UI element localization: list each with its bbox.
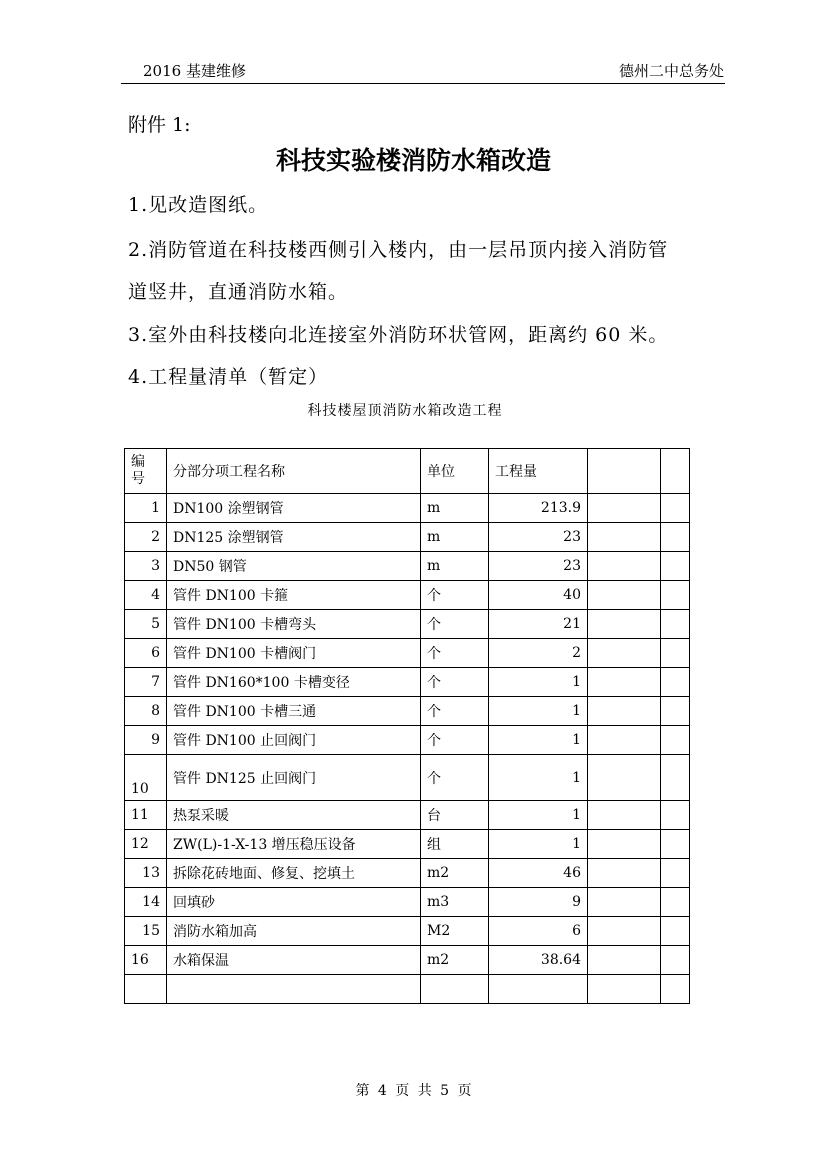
row-extra-1 xyxy=(588,755,661,801)
row-name: 管件 DN100 止回阀门 xyxy=(167,726,421,755)
row-name: ZW(L)-1-X-13 增压稳压设备 xyxy=(167,830,421,859)
table-row xyxy=(125,859,690,888)
table-row xyxy=(125,946,690,975)
row-qty: 1 xyxy=(489,668,588,697)
paragraph-2-line-1: 2.消防管道在科技楼西侧引入楼内，由一层吊顶内接入消防管 xyxy=(128,239,669,261)
row-extra-2 xyxy=(661,610,690,639)
header-rule xyxy=(121,83,725,84)
header-left: 2016 基建维修 xyxy=(143,62,246,80)
row-extra-1 xyxy=(588,494,661,523)
table-row-empty xyxy=(125,975,690,1004)
row-name: DN100 涂塑钢管 xyxy=(167,494,421,523)
row-name: 热泵采暖 xyxy=(167,801,421,830)
row-qty xyxy=(489,975,588,1004)
row-extra-2 xyxy=(661,975,690,1004)
row-name: 回填砂 xyxy=(167,888,421,917)
table-row xyxy=(125,917,690,946)
row-no: 14 xyxy=(125,888,167,917)
row-qty: 23 xyxy=(489,523,588,552)
row-no xyxy=(125,975,167,1004)
row-name: 拆除花砖地面、修复、挖填土 xyxy=(167,859,421,888)
row-no: 6 xyxy=(125,639,167,668)
row-qty: 1 xyxy=(489,755,588,801)
table-row xyxy=(125,697,690,726)
row-extra-1 xyxy=(588,859,661,888)
row-extra-2 xyxy=(661,946,690,975)
row-no: 1 xyxy=(125,494,167,523)
row-qty: 9 xyxy=(489,888,588,917)
row-extra-1 xyxy=(588,639,661,668)
row-qty: 38.64 xyxy=(489,946,588,975)
row-extra-2 xyxy=(661,494,690,523)
row-no: 5 xyxy=(125,610,167,639)
row-extra-1 xyxy=(588,523,661,552)
table-row xyxy=(125,639,690,668)
attachment-label: 附件 1: xyxy=(128,114,191,136)
row-extra-1 xyxy=(588,946,661,975)
row-name: 管件 DN100 卡槽阀门 xyxy=(167,639,421,668)
row-name: 水箱保温 xyxy=(167,946,421,975)
row-extra-2 xyxy=(661,697,690,726)
row-no: 11 xyxy=(125,801,167,830)
row-no: 8 xyxy=(125,697,167,726)
row-name: 管件 DN100 卡槽弯头 xyxy=(167,610,421,639)
row-name: 管件 DN160*100 卡槽变径 xyxy=(167,668,421,697)
row-unit: 个 xyxy=(421,639,489,668)
table-row xyxy=(125,581,690,610)
row-extra-2 xyxy=(661,581,690,610)
row-unit: m2 xyxy=(421,946,489,975)
paragraph-1: 1.见改造图纸。 xyxy=(128,194,269,216)
header-no-line2: 号 xyxy=(131,471,145,487)
row-unit: m xyxy=(421,552,489,581)
row-unit: 组 xyxy=(421,830,489,859)
row-unit: 个 xyxy=(421,581,489,610)
row-extra-2 xyxy=(661,639,690,668)
row-extra-2 xyxy=(661,668,690,697)
row-extra-2 xyxy=(661,830,690,859)
row-extra-2 xyxy=(661,888,690,917)
document-title: 科技实验楼消防水箱改造 xyxy=(275,146,551,175)
row-extra-1 xyxy=(588,975,661,1004)
row-no: 13 xyxy=(125,859,167,888)
row-extra-1 xyxy=(588,888,661,917)
row-extra-2 xyxy=(661,755,690,801)
table-row xyxy=(125,523,690,552)
header-name: 分部分项工程名称 xyxy=(167,449,421,494)
row-no: 15 xyxy=(125,917,167,946)
row-no: 7 xyxy=(125,668,167,697)
row-qty: 1 xyxy=(489,830,588,859)
row-name: DN125 涂塑钢管 xyxy=(167,523,421,552)
row-extra-2 xyxy=(661,552,690,581)
row-extra-2 xyxy=(661,726,690,755)
row-unit: m2 xyxy=(421,859,489,888)
row-extra-1 xyxy=(588,581,661,610)
row-name: 管件 DN100 卡箍 xyxy=(167,581,421,610)
row-unit: m xyxy=(421,523,489,552)
row-unit: 个 xyxy=(421,726,489,755)
row-no: 2 xyxy=(125,523,167,552)
paragraph-4: 4.工程量清单（暂定） xyxy=(128,366,329,388)
header-no xyxy=(125,449,167,494)
row-unit: M2 xyxy=(421,917,489,946)
row-extra-2 xyxy=(661,801,690,830)
row-extra-1 xyxy=(588,668,661,697)
row-unit: m xyxy=(421,494,489,523)
table-row xyxy=(125,668,690,697)
row-extra-1 xyxy=(588,801,661,830)
header-qty: 工程量 xyxy=(489,449,588,494)
row-qty: 6 xyxy=(489,917,588,946)
table-row xyxy=(125,801,690,830)
header-no-line1: 编 xyxy=(131,454,145,470)
row-name: DN50 钢管 xyxy=(167,552,421,581)
row-extra-1 xyxy=(588,552,661,581)
row-qty: 1 xyxy=(489,801,588,830)
row-unit xyxy=(421,975,489,1004)
table-row xyxy=(125,888,690,917)
table-row xyxy=(125,755,690,801)
table-row xyxy=(125,552,690,581)
row-name: 管件 DN125 止回阀门 xyxy=(167,755,421,801)
row-qty: 1 xyxy=(489,697,588,726)
row-qty: 1 xyxy=(489,726,588,755)
table-title: 科技楼屋顶消防水箱改造工程 xyxy=(307,403,503,419)
row-qty: 46 xyxy=(489,859,588,888)
header-extra-2 xyxy=(661,449,690,494)
page-footer: 第 4 页 共 5 页 xyxy=(355,1083,472,1099)
row-extra-1 xyxy=(588,830,661,859)
row-qty: 23 xyxy=(489,552,588,581)
row-no: 10 xyxy=(125,755,167,801)
bill-of-quantities-table xyxy=(124,448,690,1004)
row-unit: m3 xyxy=(421,888,489,917)
row-extra-1 xyxy=(588,726,661,755)
table-header-row xyxy=(125,449,690,494)
row-extra-1 xyxy=(588,917,661,946)
row-unit: 个 xyxy=(421,668,489,697)
header-extra-1 xyxy=(588,449,661,494)
row-no: 16 xyxy=(125,946,167,975)
row-qty: 40 xyxy=(489,581,588,610)
row-unit: 台 xyxy=(421,801,489,830)
row-unit: 个 xyxy=(421,755,489,801)
row-extra-2 xyxy=(661,917,690,946)
row-qty: 21 xyxy=(489,610,588,639)
row-name: 消防水箱加高 xyxy=(167,917,421,946)
table-row xyxy=(125,494,690,523)
row-extra-2 xyxy=(661,523,690,552)
row-qty: 213.9 xyxy=(489,494,588,523)
row-no: 4 xyxy=(125,581,167,610)
row-name: 管件 DN100 卡槽三通 xyxy=(167,697,421,726)
paragraph-2-line-2: 道竖井，直通消防水箱。 xyxy=(128,281,349,303)
header-unit: 单位 xyxy=(421,449,489,494)
row-extra-1 xyxy=(588,697,661,726)
row-unit: 个 xyxy=(421,610,489,639)
row-name xyxy=(167,975,421,1004)
row-extra-1 xyxy=(588,610,661,639)
row-no: 3 xyxy=(125,552,167,581)
row-extra-2 xyxy=(661,859,690,888)
row-unit: 个 xyxy=(421,697,489,726)
table-row xyxy=(125,726,690,755)
row-no: 9 xyxy=(125,726,167,755)
row-no: 12 xyxy=(125,830,167,859)
header-right: 德州二中总务处 xyxy=(618,62,724,80)
table-row xyxy=(125,610,690,639)
table-row xyxy=(125,830,690,859)
row-qty: 2 xyxy=(489,639,588,668)
paragraph-3: 3.室外由科技楼向北连接室外消防环状管网，距离约 60 米。 xyxy=(128,324,669,346)
